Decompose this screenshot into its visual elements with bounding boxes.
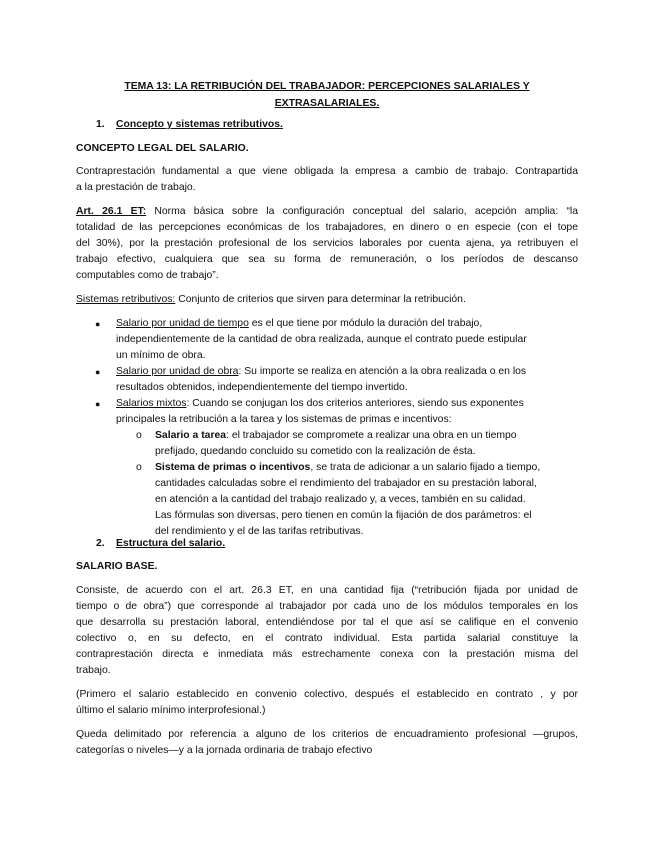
bullet-icon: ● bbox=[95, 399, 101, 409]
sub-bullet-text: , se trata de adicionar a un salario fijado a tiempo, bbox=[310, 462, 541, 473]
paragraph-line: contraprestación directa e inmediata más estrechamente conexa con la prestación misma del bbox=[76, 649, 578, 660]
article-line: del 30%), por la prestación profesional de los servicios laborales por cuenta ajena, ya retribuyen el bbox=[76, 238, 578, 249]
paragraph-line: que desarrolla su prestación laboral, entendiéndose por tal el que así se califique en el convenio bbox=[76, 617, 578, 628]
bullet-text: : Su importe se realiza en atención a la obra realizada o en los bbox=[238, 366, 527, 377]
sub-bullet-line bbox=[155, 460, 655, 476]
paragraph-line: Contraprestación fundamental a que viene obligada la empresa a cambio de trabajo. Contrapartida bbox=[76, 166, 578, 177]
sub-bullet-text: : el trabajador se compromete a realizar una obra en un tiempo bbox=[226, 430, 517, 441]
paragraph-line: Consiste, de acuerdo con el art. 26.3 ET, en una cantidad fija (“retribución fijada por unidad de bbox=[76, 585, 578, 596]
article-line: totalidad de las percepciones económicas de los trabajadores, en dinero o en especie (con el tope bbox=[76, 222, 578, 233]
sub-bullet-label: Salario a tarea bbox=[155, 430, 227, 441]
article-label: Art. 26.1 ET: bbox=[76, 206, 147, 217]
sub-bullet-icon: o bbox=[136, 430, 142, 441]
sub-bullet-line bbox=[155, 428, 655, 444]
bullet-line: resultados obtenidos, independientemente del tiempo invertido. bbox=[116, 382, 408, 393]
bullet-line: principales la retribución a la tarea y los sistemas de primas e incentivos: bbox=[116, 414, 452, 425]
sistemas-label: Sistemas retributivos: bbox=[76, 294, 176, 305]
bullet-text: : Cuando se conjugan los dos criterios anteriores, siendo sus exponentes bbox=[186, 398, 524, 409]
article-line: trabajo efectivo, cualquiera que sea su forma de remuneración, o los períodos de descanso bbox=[76, 254, 578, 265]
bullet-text: es el que tiene por módulo la duración del trabajo, bbox=[248, 318, 483, 329]
sistemas-line bbox=[76, 292, 578, 308]
paragraph-line: (Primero el salario establecido en convenio colectivo, después el establecido en contrato , y por bbox=[76, 689, 578, 700]
sub-bullet-label: Sistema de primas o incentivos bbox=[155, 462, 311, 473]
bullet-line: un mínimo de obra. bbox=[116, 350, 206, 361]
section1-heading: Concepto y sistemas retributivos. bbox=[116, 119, 283, 130]
bullet-icon: ● bbox=[95, 367, 101, 377]
sub-bullet-line: cantidades calculadas sobre el rendimiento del trabajador en su prestación laboral, bbox=[155, 478, 537, 489]
sub-bullet-icon: o bbox=[136, 462, 142, 473]
bullet-line: independientemente de la cantidad de obra realizada, aunque el contrato puede estipular bbox=[116, 334, 527, 345]
section2-heading: Estructura del salario. bbox=[116, 538, 226, 549]
section1-number: 1. bbox=[96, 119, 105, 130]
paragraph-line: trabajo. bbox=[76, 665, 111, 676]
paragraph-line: a la prestación de trabajo. bbox=[76, 182, 196, 193]
article-text: Norma básica sobre la configuración conceptual del salario, acepción amplia: “la bbox=[146, 206, 578, 217]
article-line bbox=[76, 204, 578, 220]
paragraph-line: tiempo o de obra”) que corresponde al trabajador por cada uno de los módulos temporales en los bbox=[76, 601, 578, 612]
sistemas-text: Conjunto de criterios que sirven para determinar la retribución. bbox=[175, 294, 466, 305]
bullet-line bbox=[116, 364, 618, 380]
heading-concepto-legal: CONCEPTO LEGAL DEL SALARIO. bbox=[76, 143, 249, 154]
sub-bullet-line: Las fórmulas son diversas, pero tienen en común la fijación de dos parámetros: el bbox=[155, 510, 532, 521]
section2-number: 2. bbox=[96, 538, 105, 549]
sub-bullet-line: prefijado, quedando concluido su cometido con la realización de ésta. bbox=[155, 446, 476, 457]
doc-title-line1: TEMA 13: LA RETRIBUCIÓN DEL TRABAJADOR: PERCEPCIONES SALARIALES Y bbox=[124, 81, 530, 92]
bullet-label: Salario por unidad de obra bbox=[116, 366, 239, 377]
paragraph-line: colectivo o, en su defecto, en el contrato individual. Esta partida salarial constituye la bbox=[76, 633, 578, 644]
paragraph-line: Queda delimitado por referencia a alguno de los criterios de encuadramiento profesional —grupos, bbox=[76, 729, 578, 740]
bullet-icon: ● bbox=[95, 319, 101, 329]
bullet-line bbox=[116, 316, 618, 332]
bullet-line bbox=[116, 396, 618, 412]
bullet-label: Salario por unidad de tiempo bbox=[116, 318, 249, 329]
sub-bullet-line: del rendimiento y el de las tarifas retributivas. bbox=[155, 526, 364, 537]
doc-title-line2: EXTRASALARIALES. bbox=[274, 98, 380, 109]
article-line: computables como de trabajo”. bbox=[76, 270, 219, 281]
heading-salario-base: SALARIO BASE. bbox=[76, 561, 158, 572]
paragraph-line: categorías o niveles—y a la jornada ordinaria de trabajo efectivo bbox=[76, 745, 373, 756]
paragraph-line: último el salario mínimo interprofesional.) bbox=[76, 705, 266, 716]
bullet-label: Salarios mixtos bbox=[116, 398, 187, 409]
sub-bullet-line: en atención a la cantidad del trabajo realizado y, a veces, también en su calidad. bbox=[155, 494, 526, 505]
